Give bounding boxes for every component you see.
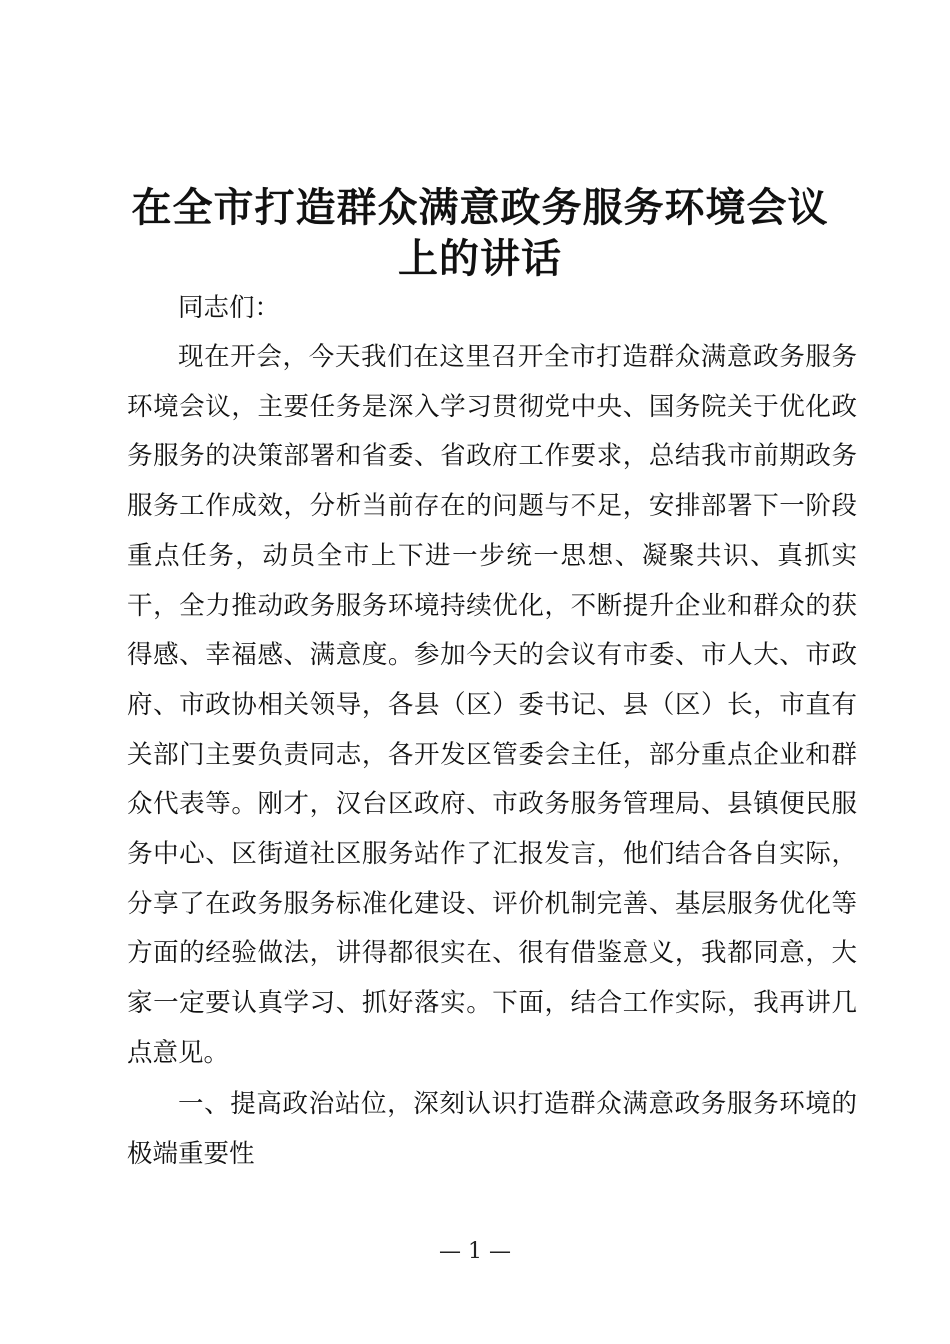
body-paragraph-1: 现在开会，今天我们在这里召开全市打造群众满意政务服务环境会议，主要任务是深入学习贯彻党中央、国务院关于优化政务服务的决策部署和省委、省政府工作要求，总结我市前期政务服务工作成效，分析当前存在的问题与不足，安排部署下一阶段重点任务，动员全市上下进一步统一思想、凝聚共识、真抓实干，全力推动政务服务环境持续优化，不断提升企业和群众的获得感、幸福感、满意度。参加今天的会议有市委、市人大、市政府、市政协相关领导，各县（区）委书记、县（区）长，市直有关部门主要负责同志，各开发区管委会主任，部分重点企业和群众代表等。刚才，汉台区政府、市政务服务管理局、县镇便民服务中心、区街道社区服务站作了汇报发言，他们结合各自实际，分享了在政务服务标准化建设、评价机制完善、基层服务优化等方面的经验做法，讲得都很实在、很有借鉴意义，我都同意，大家一定要认真学习、抓好落实。下面，结合工作实际，我再讲几点意见。 [127,342,857,1068]
page-number: — 1 — [439,1239,511,1264]
document-title-line-1: 在全市打造群众满意政务服务环境会议 [131,184,829,231]
salutation: 同志们： [178,293,281,323]
section-heading-1: 一、提高政治站位，深刻认识打造群众满意政务服务环境的极端重要性 [127,1089,857,1169]
document-title-line-2: 上的讲话 [398,235,562,282]
